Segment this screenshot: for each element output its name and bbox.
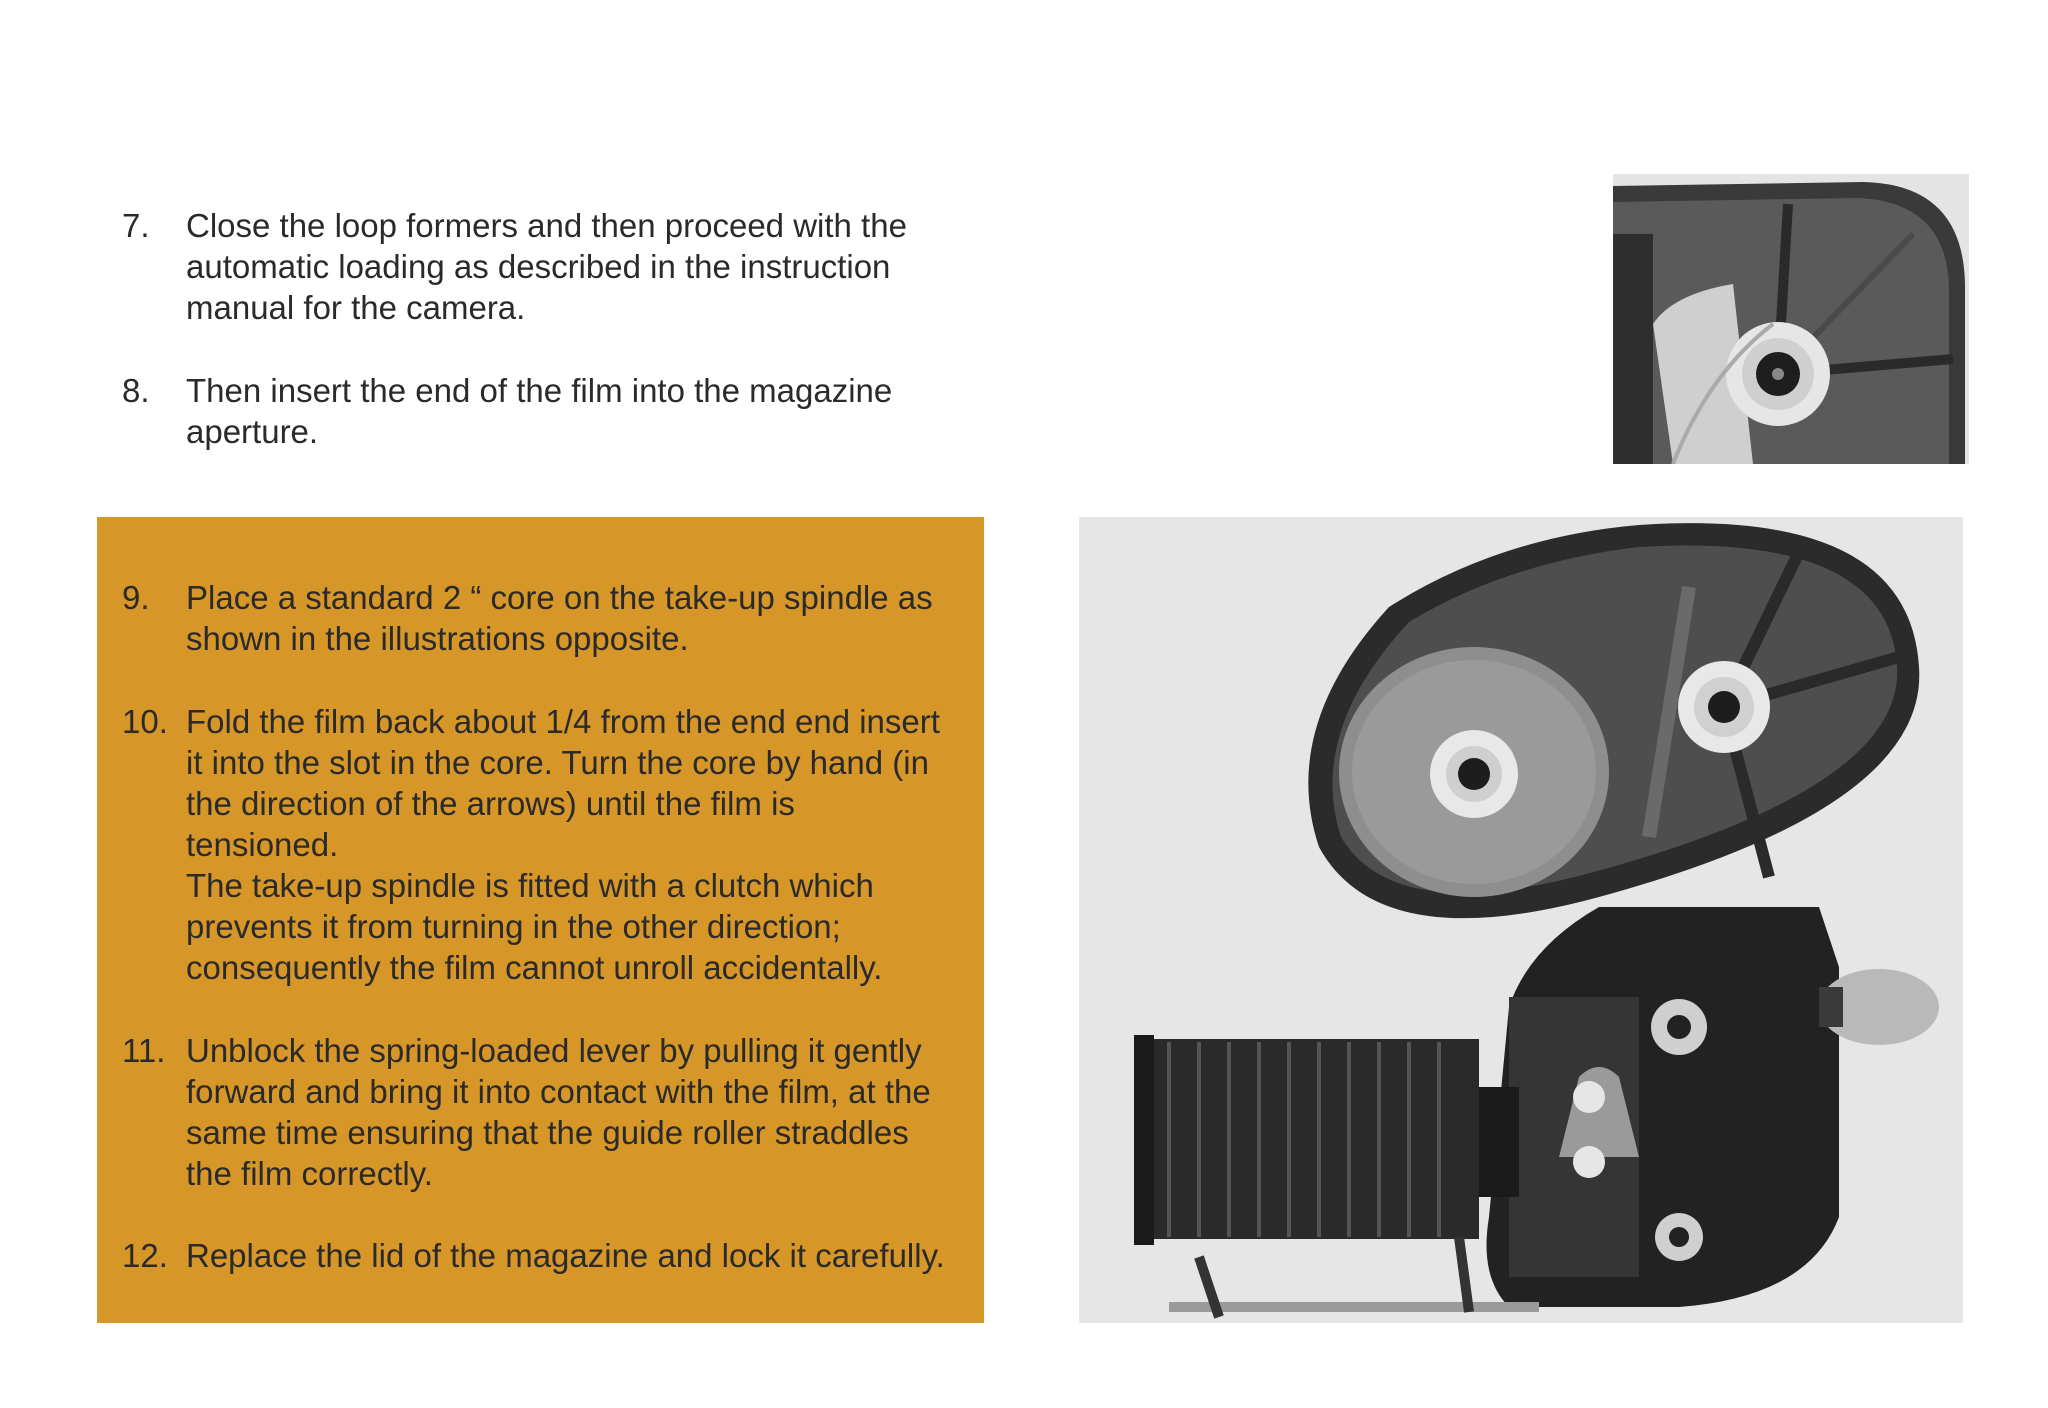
step-number: 12. xyxy=(122,1237,168,1274)
step-text xyxy=(186,205,907,328)
step-line: The take-up spindle is fitted with a clutch which xyxy=(186,867,874,904)
step-line: tensioned. xyxy=(186,826,339,863)
step-line: Then insert the end of the film into the magazine xyxy=(186,372,893,409)
step-line: the film correctly. xyxy=(186,1155,433,1192)
step-text xyxy=(186,1235,945,1276)
step-line: Close the loop formers and then proceed with the xyxy=(186,207,907,244)
step-text xyxy=(186,370,892,452)
step-line: aperture. xyxy=(186,413,319,450)
step-line: the direction of the arrows) until the film is xyxy=(186,785,795,822)
step-text xyxy=(186,701,940,988)
step-line: prevents it from turning in the other direction; xyxy=(186,908,841,945)
step-line: shown in the illustrations opposite. xyxy=(186,620,689,657)
step-text xyxy=(186,1030,931,1194)
step-line: Unblock the spring-loaded lever by pulling it gently xyxy=(186,1032,922,1069)
step-number: 8. xyxy=(122,372,150,409)
step-number: 11. xyxy=(122,1032,166,1069)
step-line: manual for the camera. xyxy=(186,289,526,326)
magazine-spindle-photo xyxy=(1613,174,1969,464)
step-number: 7. xyxy=(122,207,150,244)
step-text xyxy=(186,577,933,659)
step-line: forward and bring it into contact with the film, at the xyxy=(186,1073,931,1110)
step-number: 10. xyxy=(122,703,168,740)
step-line: Place a standard 2 “ core on the take-up spindle as xyxy=(186,579,933,616)
step-number: 9. xyxy=(122,579,150,616)
step-line: consequently the film cannot unroll accidentally. xyxy=(186,949,883,986)
step-line: Replace the lid of the magazine and lock it carefully. xyxy=(186,1237,945,1274)
step-line: same time ensuring that the guide roller straddles xyxy=(186,1114,909,1151)
step-line: it into the slot in the core. Turn the core by hand (in xyxy=(186,744,929,781)
step-line: automatic loading as described in the instruction xyxy=(186,248,891,285)
camera-magazine-photo xyxy=(1079,517,1963,1323)
step-line: Fold the film back about 1/4 from the end end insert xyxy=(186,703,940,740)
